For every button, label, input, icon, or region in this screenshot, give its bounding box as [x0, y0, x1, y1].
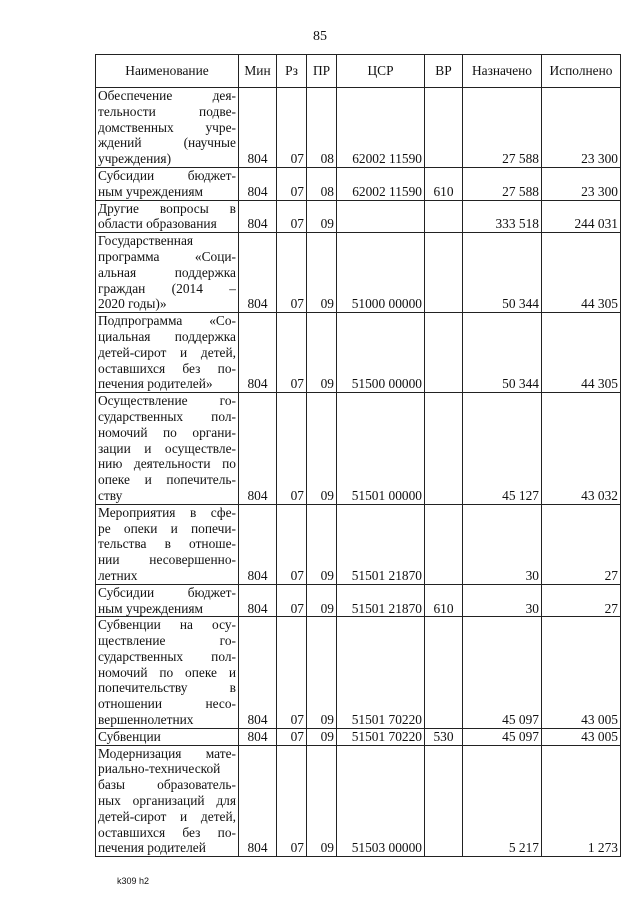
row-name-line: учреждения) [98, 151, 172, 167]
row-name [96, 233, 239, 313]
row-executed: 23 300 [542, 88, 621, 168]
row-rz: 07 [277, 313, 307, 393]
row-min: 804 [239, 167, 277, 200]
row-min: 804 [239, 504, 277, 584]
table-row [96, 393, 621, 505]
row-pr: 09 [307, 617, 337, 729]
row-rz: 07 [277, 233, 307, 313]
row-name-line: оставшихся без по- [98, 360, 236, 376]
row-pr: 09 [307, 584, 337, 617]
row-name [96, 504, 239, 584]
table-row [96, 728, 621, 745]
row-vr: 610 [425, 167, 463, 200]
row-name-line: Субвенции на осу- [98, 617, 236, 633]
row-vr [425, 745, 463, 857]
row-assigned: 50 344 [463, 313, 542, 393]
table-row [96, 313, 621, 393]
row-name-line: нии несовершенно- [98, 552, 236, 568]
row-name-line: ным учреждениям [98, 183, 204, 199]
table-row [96, 200, 621, 233]
row-min: 804 [239, 88, 277, 168]
table-row [96, 88, 621, 168]
row-min: 804 [239, 313, 277, 393]
row-name-line: Субсидии бюджет- [98, 584, 236, 600]
row-name [96, 728, 239, 745]
row-pr: 09 [307, 393, 337, 505]
row-name-line: нию деятельности по [98, 456, 236, 472]
row-csr: 51501 21870 [337, 584, 425, 617]
table-header-row [96, 55, 621, 88]
row-csr: 51500 00000 [337, 313, 425, 393]
row-name-line: ству [98, 487, 123, 503]
row-name-line: тельности подве- [98, 103, 236, 119]
row-name-line: детей-сирот и детей, [98, 344, 236, 360]
row-name [96, 617, 239, 729]
row-name-line: альная поддержка [98, 264, 236, 280]
row-name-line: ждений (научные [98, 135, 236, 151]
row-name [96, 200, 239, 233]
row-name-line: сударственных пол- [98, 648, 236, 664]
row-executed: 23 300 [542, 167, 621, 200]
header-vr: ВР [425, 55, 463, 88]
row-name-line: отношении несо- [98, 696, 236, 712]
row-rz: 07 [277, 393, 307, 505]
row-name-line: области образования [98, 216, 217, 232]
table-row [96, 167, 621, 200]
row-csr: 62002 11590 [337, 88, 425, 168]
row-name-line: Подпрограмма «Со- [98, 313, 236, 329]
header-min: Мин [239, 55, 277, 88]
row-assigned: 45 097 [463, 617, 542, 729]
row-name-line: оставшихся без по- [98, 824, 236, 840]
row-vr [425, 313, 463, 393]
row-executed: 27 [542, 504, 621, 584]
row-executed: 43 005 [542, 728, 621, 745]
row-pr: 09 [307, 728, 337, 745]
row-assigned: 50 344 [463, 233, 542, 313]
table-row [96, 584, 621, 617]
row-name-line: попечительству в [98, 680, 236, 696]
row-name-line: вершеннолетних [98, 712, 194, 728]
row-assigned: 333 518 [463, 200, 542, 233]
row-csr: 51501 21870 [337, 504, 425, 584]
row-executed: 44 305 [542, 233, 621, 313]
budget-table [95, 54, 621, 857]
row-name [96, 167, 239, 200]
row-name-line: домственных учре- [98, 119, 236, 135]
row-min: 804 [239, 728, 277, 745]
row-name-line: номочий по органи- [98, 424, 236, 440]
row-rz: 07 [277, 745, 307, 857]
row-assigned: 45 127 [463, 393, 542, 505]
row-executed: 1 273 [542, 745, 621, 857]
row-executed: 43 005 [542, 617, 621, 729]
page-number: 85 [313, 29, 327, 44]
header-name: Наименование [96, 55, 239, 88]
header-executed: Исполнено [542, 55, 621, 88]
row-csr: 62002 11590 [337, 167, 425, 200]
table-row [96, 504, 621, 584]
row-name [96, 313, 239, 393]
header-assigned: Назначено [463, 55, 542, 88]
row-assigned: 45 097 [463, 728, 542, 745]
row-min: 804 [239, 393, 277, 505]
row-min: 804 [239, 233, 277, 313]
row-rz: 07 [277, 200, 307, 233]
row-vr: 530 [425, 728, 463, 745]
row-name-line: Субсидии бюджет- [98, 167, 236, 183]
row-name-line: Другие вопросы в [98, 200, 236, 216]
row-assigned: 5 217 [463, 745, 542, 857]
row-rz: 07 [277, 167, 307, 200]
row-vr [425, 393, 463, 505]
row-name [96, 88, 239, 168]
row-pr: 09 [307, 504, 337, 584]
row-name [96, 393, 239, 505]
row-name-line: граждан (2014 – [98, 280, 236, 296]
row-name-line: детей-сирот и детей, [98, 808, 236, 824]
row-pr: 08 [307, 167, 337, 200]
row-assigned: 30 [463, 584, 542, 617]
table-row [96, 233, 621, 313]
row-name-line: летних [98, 567, 138, 583]
row-assigned: 30 [463, 504, 542, 584]
row-name-line: ных организаций для [98, 793, 236, 809]
row-name-line: номочий по опеке и [98, 664, 236, 680]
row-assigned: 27 588 [463, 88, 542, 168]
row-name-line: базы образователь- [98, 777, 236, 793]
row-name-line: программа «Соци- [98, 248, 236, 264]
row-name [96, 584, 239, 617]
row-executed: 244 031 [542, 200, 621, 233]
row-pr: 09 [307, 200, 337, 233]
row-vr [425, 233, 463, 313]
row-assigned: 27 588 [463, 167, 542, 200]
row-vr [425, 617, 463, 729]
row-rz: 07 [277, 88, 307, 168]
row-rz: 07 [277, 617, 307, 729]
row-name-line: ре опеки и попечи- [98, 520, 236, 536]
header-csr: ЦСР [337, 55, 425, 88]
row-csr: 51501 70220 [337, 617, 425, 729]
row-vr [425, 88, 463, 168]
row-name-line: циальная поддержка [98, 328, 236, 344]
row-csr: 51501 00000 [337, 393, 425, 505]
row-min: 804 [239, 745, 277, 857]
row-min: 804 [239, 584, 277, 617]
row-name-line: ществление го- [98, 633, 236, 649]
row-executed: 44 305 [542, 313, 621, 393]
row-name-line: печения родителей» [98, 376, 213, 392]
row-vr [425, 504, 463, 584]
table-row [96, 617, 621, 729]
header-pr: ПР [307, 55, 337, 88]
row-vr [425, 200, 463, 233]
header-rz: Рз [277, 55, 307, 88]
row-csr: 51501 70220 [337, 728, 425, 745]
row-pr: 09 [307, 745, 337, 857]
row-pr: 08 [307, 88, 337, 168]
row-name-line: печения родителей [98, 840, 206, 856]
row-rz: 07 [277, 504, 307, 584]
row-name-line: Субвенции [98, 728, 161, 744]
footer-code: k309 h2 [117, 876, 150, 886]
row-min: 804 [239, 617, 277, 729]
row-name-line: ным учреждениям [98, 600, 204, 616]
table-row [96, 745, 621, 857]
row-rz: 07 [277, 728, 307, 745]
row-name-line: тельства в отноше- [98, 536, 236, 552]
row-name-line: Обеспечение дея- [98, 88, 236, 103]
row-name-line: риально-технической [98, 761, 221, 777]
row-name-line: 2020 годы)» [98, 296, 167, 312]
row-csr: 51503 00000 [337, 745, 425, 857]
row-rz: 07 [277, 584, 307, 617]
row-executed: 27 [542, 584, 621, 617]
row-min: 804 [239, 200, 277, 233]
row-name-line: Государственная [98, 233, 194, 249]
row-vr: 610 [425, 584, 463, 617]
row-csr: 51000 00000 [337, 233, 425, 313]
row-name-line: зации и осуществле- [98, 440, 236, 456]
row-name-line: опеке и попечитель- [98, 472, 236, 488]
row-name [96, 745, 239, 857]
row-name-line: Осуществление го- [98, 393, 236, 409]
row-executed: 43 032 [542, 393, 621, 505]
row-name-line: Мероприятия в сфе- [98, 504, 236, 520]
row-pr: 09 [307, 233, 337, 313]
row-pr: 09 [307, 313, 337, 393]
row-csr [337, 200, 425, 233]
row-name-line: сударственных пол- [98, 408, 236, 424]
row-name-line: Модернизация мате- [98, 745, 236, 761]
